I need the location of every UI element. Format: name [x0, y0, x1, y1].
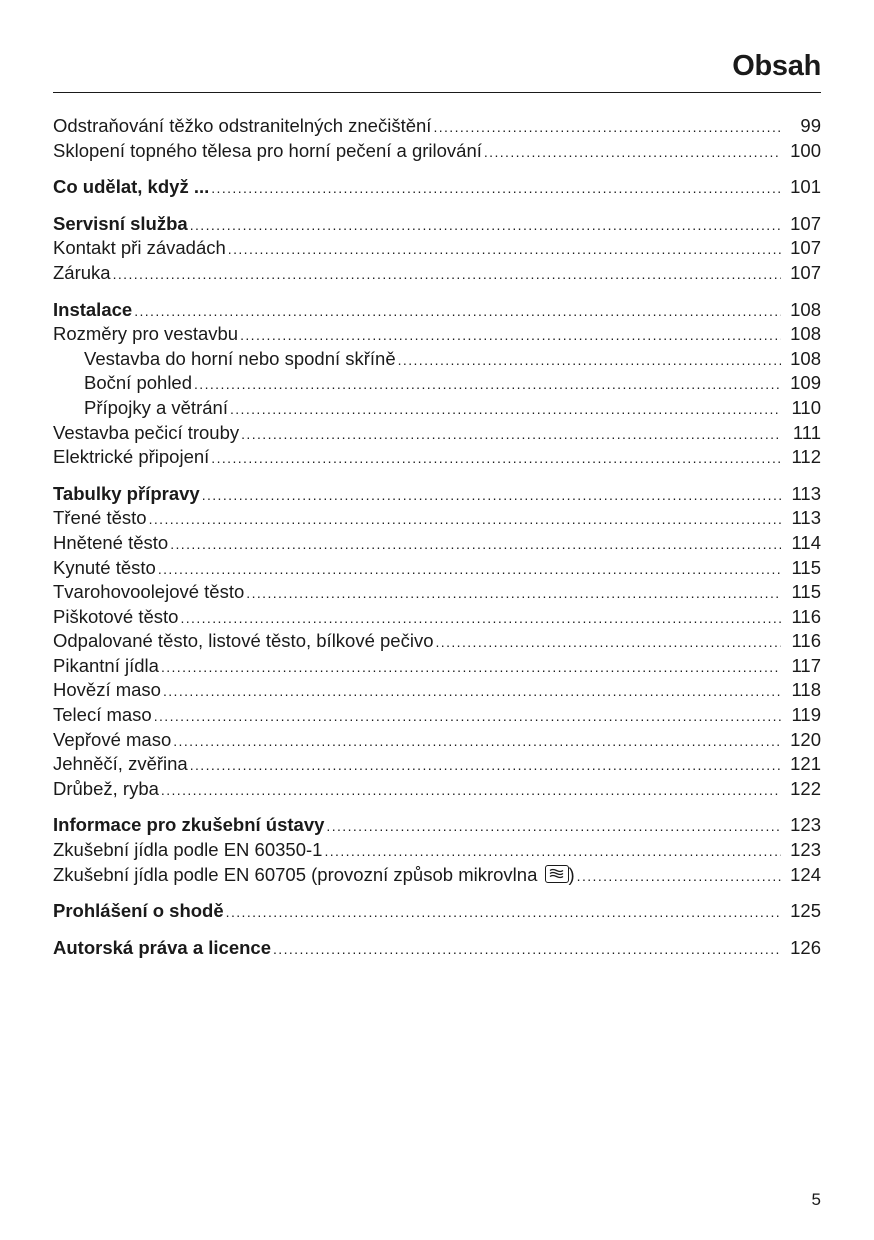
toc-section-label: Autorská práva a licence	[53, 936, 271, 958]
toc-section-label: Servisní služba	[53, 212, 188, 234]
toc-entry-label: Elektrické připojení	[53, 446, 210, 468]
toc-entry[interactable]	[53, 236, 821, 261]
toc-entry-label: Pikantní jídla	[53, 654, 159, 676]
leader-dots	[149, 507, 781, 532]
toc-entry[interactable]	[53, 445, 821, 470]
toc-entry-page: 111	[792, 421, 821, 443]
toc-entry-page: 99	[800, 115, 821, 136]
toc-entry-label: Piškotové těsto	[53, 605, 179, 627]
toc-entry-page: 123	[790, 814, 821, 836]
toc-entry[interactable]	[53, 863, 821, 888]
toc-section-label: Informace pro zkušební ústavy	[53, 814, 325, 836]
toc-entry[interactable]	[53, 261, 821, 286]
toc-section[interactable]	[53, 813, 821, 838]
leader-dots	[228, 237, 781, 262]
leader-dots	[161, 655, 781, 680]
title-rule	[53, 92, 821, 93]
leader-dots	[173, 729, 781, 754]
toc-entry[interactable]	[53, 421, 821, 446]
toc-entry[interactable]	[53, 605, 821, 630]
toc-entry-page: 112	[791, 446, 821, 468]
toc-subentry[interactable]	[53, 396, 821, 421]
toc-entry[interactable]	[53, 531, 821, 556]
toc-entry-page: 125	[790, 900, 821, 922]
table-of-contents	[53, 114, 821, 960]
toc-entry-page: 107	[790, 261, 821, 283]
leader-dots	[436, 630, 782, 655]
toc-entry-page: 101	[790, 176, 821, 198]
leader-dots	[190, 213, 781, 238]
toc-entry-page: 119	[791, 704, 821, 726]
toc-section[interactable]	[53, 298, 821, 323]
toc-entry-page: 117	[791, 654, 821, 676]
toc-entry[interactable]	[53, 728, 821, 753]
page-title: Obsah	[732, 50, 821, 82]
toc-entry-page: 108	[790, 298, 821, 320]
toc-entry-label: Vestavba do horní nebo spodní skříně	[84, 347, 396, 369]
toc-entry-page: 110	[791, 396, 821, 418]
toc-section[interactable]	[53, 482, 821, 507]
toc-entry-page: 116	[791, 605, 821, 627]
leader-dots	[163, 679, 781, 704]
toc-section-label: Instalace	[53, 298, 133, 320]
toc-subentry[interactable]	[53, 371, 821, 396]
toc-entry[interactable]	[53, 556, 821, 581]
toc-subentry[interactable]	[53, 347, 821, 372]
leader-dots	[113, 262, 781, 287]
leader-dots	[240, 323, 781, 348]
toc-entry[interactable]	[53, 139, 821, 164]
toc-entry-page: 126	[790, 936, 821, 958]
toc-entry-page: 115	[791, 556, 821, 578]
toc-entry-label: Jehněčí, zvěřina	[53, 753, 188, 775]
toc-section[interactable]	[53, 175, 821, 200]
toc-entry-label: Třené těsto	[53, 507, 147, 529]
toc-entry-page: 114	[791, 531, 821, 553]
leader-dots	[241, 422, 781, 447]
leader-dots	[326, 814, 781, 839]
toc-entry[interactable]	[53, 580, 821, 605]
toc-entry-label: Odstraňování těžko odstranitelných znečištění	[53, 115, 432, 136]
toc-section-label: Tabulky přípravy	[53, 482, 200, 504]
toc-entry-label: Kynuté těsto	[53, 556, 156, 578]
page-number: 5	[811, 1190, 821, 1209]
toc-entry-label: Zkušební jídla podle EN 60350-1	[53, 839, 323, 861]
toc-entry-page: 124	[790, 863, 821, 885]
toc-section-label: Prohlášení o shodě	[53, 900, 224, 922]
toc-section[interactable]	[53, 936, 821, 961]
toc-section[interactable]	[53, 212, 821, 237]
toc-entry-page: 120	[790, 728, 821, 750]
leader-dots	[226, 900, 781, 925]
toc-section-label: Co udělat, když ...	[53, 176, 210, 198]
toc-entry-label: Odpalované těsto, listové těsto, bílkové pečivo	[53, 630, 434, 652]
toc-entry-page: 107	[790, 212, 821, 234]
toc-entry-label: Sklopení topného tělesa pro horní pečení a grilování	[53, 139, 482, 161]
leader-dots	[161, 778, 781, 803]
leader-dots	[158, 557, 781, 582]
toc-entry[interactable]	[53, 838, 821, 863]
toc-entry-page: 113	[791, 507, 821, 529]
toc-entry[interactable]	[53, 678, 821, 703]
toc-entry-page: 123	[790, 839, 821, 861]
toc-entry-page: 100	[790, 139, 821, 161]
toc-entry-label: Přípojky a větrání	[84, 396, 228, 418]
toc-entry-page: 118	[791, 679, 821, 701]
leader-dots	[273, 937, 781, 962]
toc-entry-page: 121	[790, 753, 821, 775]
toc-entry-label: Telecí maso	[53, 704, 152, 726]
leader-dots	[484, 140, 781, 165]
toc-entry-label: Záruka	[53, 261, 111, 283]
toc-entry-label: Vestavba pečicí trouby	[53, 421, 240, 443]
leader-dots	[211, 446, 781, 471]
leader-dots	[433, 115, 781, 140]
toc-entry-label: Hovězí maso	[53, 679, 161, 701]
toc-entry[interactable]	[53, 322, 821, 347]
leader-dots	[202, 483, 781, 508]
leader-dots	[170, 532, 781, 557]
toc-entry-label: Rozměry pro vestavbu	[53, 323, 239, 345]
toc-entry-label: Boční pohled	[84, 372, 193, 394]
toc-entry[interactable]	[53, 752, 821, 777]
toc-entry-label: Zkušební jídla podle EN 60705 (provozní způsob mikrovlna	[53, 863, 538, 885]
toc-entry[interactable]	[53, 629, 821, 654]
toc-entry-label: Kontakt při závadách	[53, 237, 226, 259]
toc-entry-page: 116	[791, 630, 821, 652]
toc-entry-page: 108	[790, 347, 821, 369]
leader-dots	[194, 372, 781, 397]
toc-entry-page: 108	[790, 323, 821, 345]
leader-dots	[230, 397, 781, 422]
toc-entry-label: Tvarohovoolejové těsto	[53, 581, 245, 603]
leader-dots	[577, 864, 781, 889]
toc-entry-label: Drůbež, ryba	[53, 777, 159, 799]
toc-entry[interactable]	[53, 654, 821, 679]
leader-dots	[398, 348, 781, 373]
leader-dots	[180, 606, 781, 631]
toc-entry-label-with-icon	[53, 863, 575, 888]
toc-entry-page: 122	[790, 777, 821, 799]
toc-entry-page: 109	[790, 372, 821, 394]
leader-dots	[134, 299, 781, 324]
toc-entry[interactable]	[53, 114, 821, 139]
leader-dots	[211, 176, 781, 201]
microwave-icon	[545, 865, 569, 883]
leader-dots	[154, 704, 781, 729]
leader-dots	[246, 581, 781, 606]
toc-entry[interactable]	[53, 703, 821, 728]
toc-entry-label: Vepřové maso	[53, 728, 172, 750]
toc-entry-label-suffix: )	[568, 863, 575, 885]
toc-entry-label: Hnětené těsto	[53, 531, 169, 553]
toc-entry-page: 107	[790, 237, 821, 259]
toc-entry[interactable]	[53, 506, 821, 531]
toc-entry-page: 115	[791, 581, 821, 603]
toc-section[interactable]	[53, 899, 821, 924]
toc-entry[interactable]	[53, 777, 821, 802]
leader-dots	[190, 753, 781, 778]
toc-entry-page: 113	[791, 482, 821, 504]
leader-dots	[324, 839, 781, 864]
